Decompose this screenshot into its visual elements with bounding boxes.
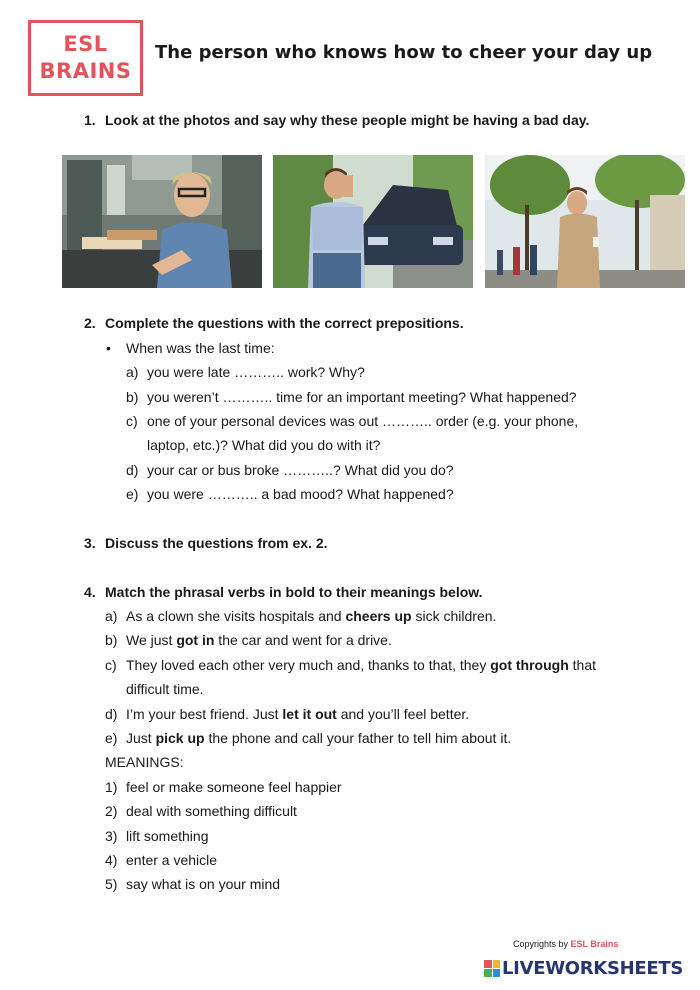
ex2-letter-c: c) bbox=[126, 413, 138, 429]
esl-brains-logo bbox=[28, 20, 143, 96]
ex4-letter-c: c) bbox=[105, 657, 117, 673]
meaning-number-3: 3) bbox=[105, 828, 118, 844]
ex4-letter-d: d) bbox=[105, 706, 118, 722]
meaning-number-1: 1) bbox=[105, 779, 118, 795]
ex2-question-e: you were ……….. a bad mood? What happened? bbox=[147, 486, 454, 502]
photo-woman-at-desk bbox=[62, 155, 262, 288]
ex4-letter-e: e) bbox=[105, 730, 118, 746]
ex2-question-c: one of your personal devices was out ……….. order (e.g. your phone, bbox=[147, 413, 579, 429]
ex1-instruction: Look at the photos and say why these people might be having a bad day. bbox=[105, 112, 590, 128]
ex2-question-c-line2: laptop, etc.)? What did you do with it? bbox=[147, 437, 381, 453]
liveworksheets-logo[interactable] bbox=[484, 958, 683, 979]
ex3-number: 3. bbox=[84, 535, 96, 551]
meaning-text-1: feel or make someone feel happier bbox=[126, 779, 342, 795]
ex2-letter-d: d) bbox=[126, 462, 139, 478]
ex4-sentence-b: We just got in the car and went for a drive. bbox=[126, 632, 392, 648]
ex4-instruction: Match the phrasal verbs in bold to their meanings below. bbox=[105, 584, 483, 600]
ex4-sentence-c: They loved each other very much and, thanks to that, they got through that bbox=[126, 657, 596, 673]
liveworksheets-wordmark: LIVEWORKSHEETS bbox=[502, 958, 684, 979]
phrasal-verb-cheers-up: cheers up bbox=[345, 608, 412, 624]
ex4-letter-b: b) bbox=[105, 632, 118, 648]
ex2-intro: When was the last time: bbox=[126, 340, 275, 356]
meaning-text-4: enter a vehicle bbox=[126, 852, 218, 868]
logo-line1: ESL bbox=[63, 32, 108, 56]
phrasal-verb-let-it-out: let it out bbox=[282, 706, 337, 722]
ex2-question-d: your car or bus broke ………..? What did you do? bbox=[147, 462, 454, 478]
meanings-label: MEANINGS: bbox=[105, 754, 184, 770]
ex4-sentence-c-line2: difficult time. bbox=[126, 681, 204, 697]
ex2-question-b: you weren’t ……….. time for an important meeting? What happened? bbox=[147, 389, 577, 405]
meaning-number-5: 5) bbox=[105, 876, 118, 892]
logo-line2: BRAINS bbox=[39, 59, 132, 83]
phrasal-verb-got-through: got through bbox=[490, 657, 569, 673]
phrasal-verb-got-in: got in bbox=[176, 632, 215, 648]
ex2-question-a: you were late ……….. work? Why? bbox=[147, 364, 365, 380]
ex4-sentence-a: As a clown she visits hospitals and cheers up sick children. bbox=[126, 608, 497, 624]
ex2-letter-b: b) bbox=[126, 389, 139, 405]
ex2-letter-a: a) bbox=[126, 364, 139, 380]
page-title: The person who knows how to cheer your day up bbox=[155, 42, 653, 63]
ex4-number: 4. bbox=[84, 584, 96, 600]
meaning-number-4: 4) bbox=[105, 852, 118, 868]
meaning-text-3: lift something bbox=[126, 828, 209, 844]
ex2-number: 2. bbox=[84, 315, 96, 331]
ex4-sentence-e: Just pick up the phone and call your father to tell him about it. bbox=[126, 730, 512, 746]
ex2-bullet: • bbox=[106, 340, 111, 356]
meaning-text-2: deal with something difficult bbox=[126, 803, 297, 819]
meaning-number-2: 2) bbox=[105, 803, 118, 819]
ex1-number: 1. bbox=[84, 112, 96, 128]
ex2-letter-e: e) bbox=[126, 486, 139, 502]
ex3-instruction: Discuss the questions from ex. 2. bbox=[105, 535, 328, 551]
copyright-brand: ESL Brains bbox=[570, 939, 619, 949]
copyright-notice: Copyrights by ESL Brains bbox=[513, 939, 619, 949]
meaning-text-5: say what is on your mind bbox=[126, 876, 281, 892]
photo-man-broken-car bbox=[273, 155, 473, 288]
liveworksheets-grid-icon bbox=[484, 960, 500, 977]
phrasal-verb-pick-up: pick up bbox=[155, 730, 205, 746]
ex2-instruction: Complete the questions with the correct prepositions. bbox=[105, 315, 464, 331]
ex4-sentence-d: I’m your best friend. Just let it out and you’ll feel better. bbox=[126, 706, 470, 722]
ex4-letter-a: a) bbox=[105, 608, 118, 624]
photo-man-running-late bbox=[485, 155, 685, 288]
